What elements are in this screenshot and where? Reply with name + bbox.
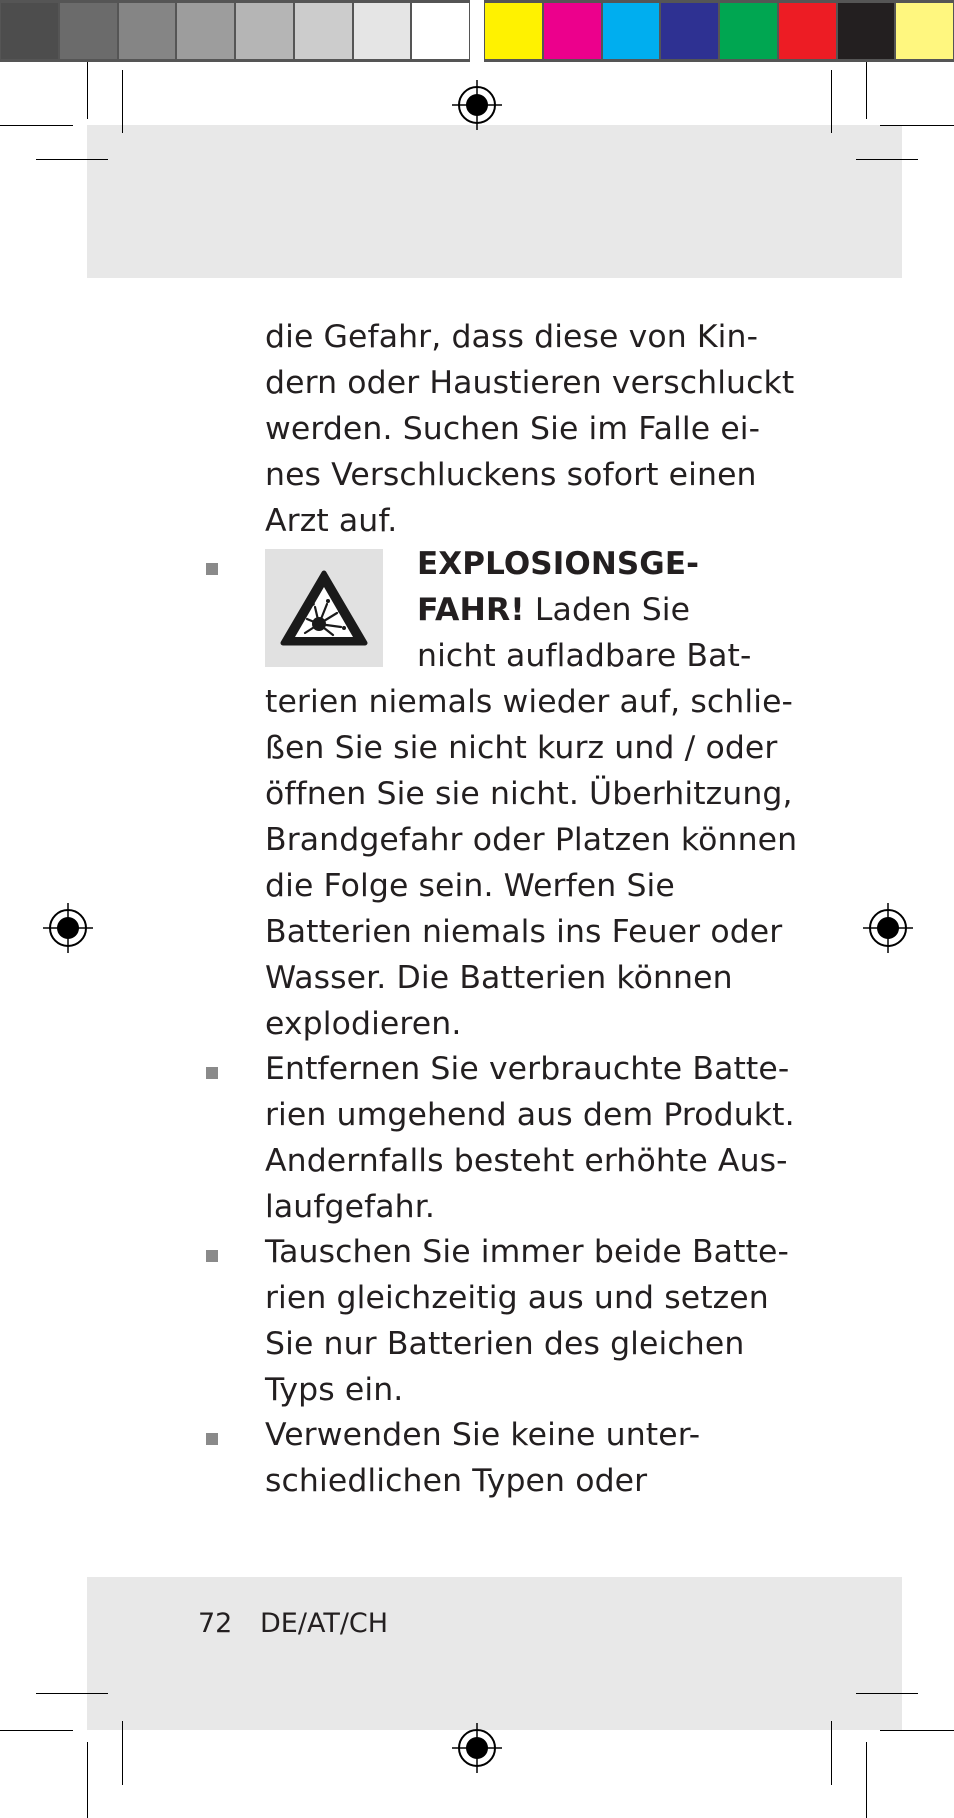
region-label: DE/AT/CH <box>260 1608 389 1639</box>
crop-mark <box>122 1721 123 1785</box>
crop-mark <box>122 70 123 133</box>
text-line: nicht aufladbare Bat- <box>417 638 752 674</box>
crop-mark <box>87 62 88 119</box>
list-bullet <box>206 563 218 575</box>
text-line <box>417 587 690 633</box>
crop-mark <box>831 1721 832 1785</box>
text-line: terien niemals wieder auf, schlie- <box>265 684 794 720</box>
crop-mark <box>856 1693 918 1694</box>
text-line: rien gleichzeitig aus und setzen <box>265 1280 769 1316</box>
color-swatch <box>235 0 294 62</box>
color-swatch <box>294 0 353 62</box>
crop-mark <box>0 1730 73 1731</box>
color-swatch <box>660 0 719 62</box>
text-line: nes Verschluckens sofort einen <box>265 457 757 493</box>
warning-icon-box <box>265 549 383 667</box>
text-line: schiedlichen Typen oder <box>265 1463 648 1499</box>
registration-mark-icon <box>452 1723 502 1773</box>
color-swatch <box>411 0 470 62</box>
color-swatch <box>778 0 837 62</box>
registration-mark-icon <box>43 903 93 953</box>
text-line: Sie nur Batterien des gleichen <box>265 1326 745 1362</box>
crop-mark <box>856 159 918 160</box>
crop-mark <box>36 159 108 160</box>
warning-heading: EXPLOSIONSGE- <box>417 546 700 582</box>
crop-mark <box>880 1730 954 1731</box>
grey-calibration-bar <box>0 0 470 62</box>
footer-band <box>87 1577 902 1730</box>
text-span: Laden Sie <box>524 592 691 628</box>
text-line: Batterien niemals ins Feuer oder <box>265 914 783 950</box>
header-band <box>87 125 902 278</box>
crop-mark <box>831 70 832 133</box>
color-swatch <box>895 0 954 62</box>
page-number: 72 <box>198 1608 233 1639</box>
crop-mark <box>36 1693 108 1694</box>
crop-mark <box>880 125 954 126</box>
text-line: Typs ein. <box>265 1372 404 1408</box>
color-swatch <box>353 0 412 62</box>
color-swatch <box>602 0 661 62</box>
list-bullet <box>206 1433 218 1445</box>
color-swatch <box>118 0 177 62</box>
text-line: die Folge sein. Werfen Sie <box>265 868 675 904</box>
text-line: ßen Sie sie nicht kurz und / oder <box>265 730 778 766</box>
text-line: Brandgefahr oder Platzen können <box>265 822 798 858</box>
list-bullet <box>206 1067 218 1079</box>
text-line: laufgefahr. <box>265 1189 436 1225</box>
text-line: öffnen Sie sie nicht. Überhitzung, <box>265 776 793 812</box>
crop-mark <box>87 1742 88 1818</box>
color-swatch <box>0 0 59 62</box>
color-swatch <box>719 0 778 62</box>
text-line: Tauschen Sie immer beide Batte- <box>265 1234 789 1270</box>
crop-mark <box>866 62 867 119</box>
color-swatch <box>484 0 543 62</box>
text-line: werden. Suchen Sie im Falle ei- <box>265 411 761 447</box>
text-line: Andernfalls besteht erhöhte Aus- <box>265 1143 788 1179</box>
list-bullet <box>206 1250 218 1262</box>
color-swatch <box>543 0 602 62</box>
color-swatch <box>59 0 118 62</box>
text-line: die Gefahr, dass diese von Kin- <box>265 319 759 355</box>
registration-mark-icon <box>452 80 502 130</box>
text-line: Wasser. Die Batterien können <box>265 960 733 996</box>
text-line: rien umgehend aus dem Produkt. <box>265 1097 795 1133</box>
registration-mark-icon <box>863 903 913 953</box>
text-line: Entfernen Sie verbrauchte Batte- <box>265 1051 790 1087</box>
color-calibration-bar <box>484 0 954 62</box>
text-line: dern oder Haustieren verschluckt <box>265 365 795 401</box>
crop-mark <box>0 125 73 126</box>
color-swatch <box>837 0 896 62</box>
text-line: explodieren. <box>265 1006 462 1042</box>
text-line: Arzt auf. <box>265 503 398 539</box>
explosion-warning-icon <box>265 549 383 667</box>
text-line: Verwenden Sie keine unter- <box>265 1417 701 1453</box>
warning-heading: FAHR! <box>417 592 525 628</box>
color-swatch <box>176 0 235 62</box>
crop-mark <box>866 1742 867 1818</box>
